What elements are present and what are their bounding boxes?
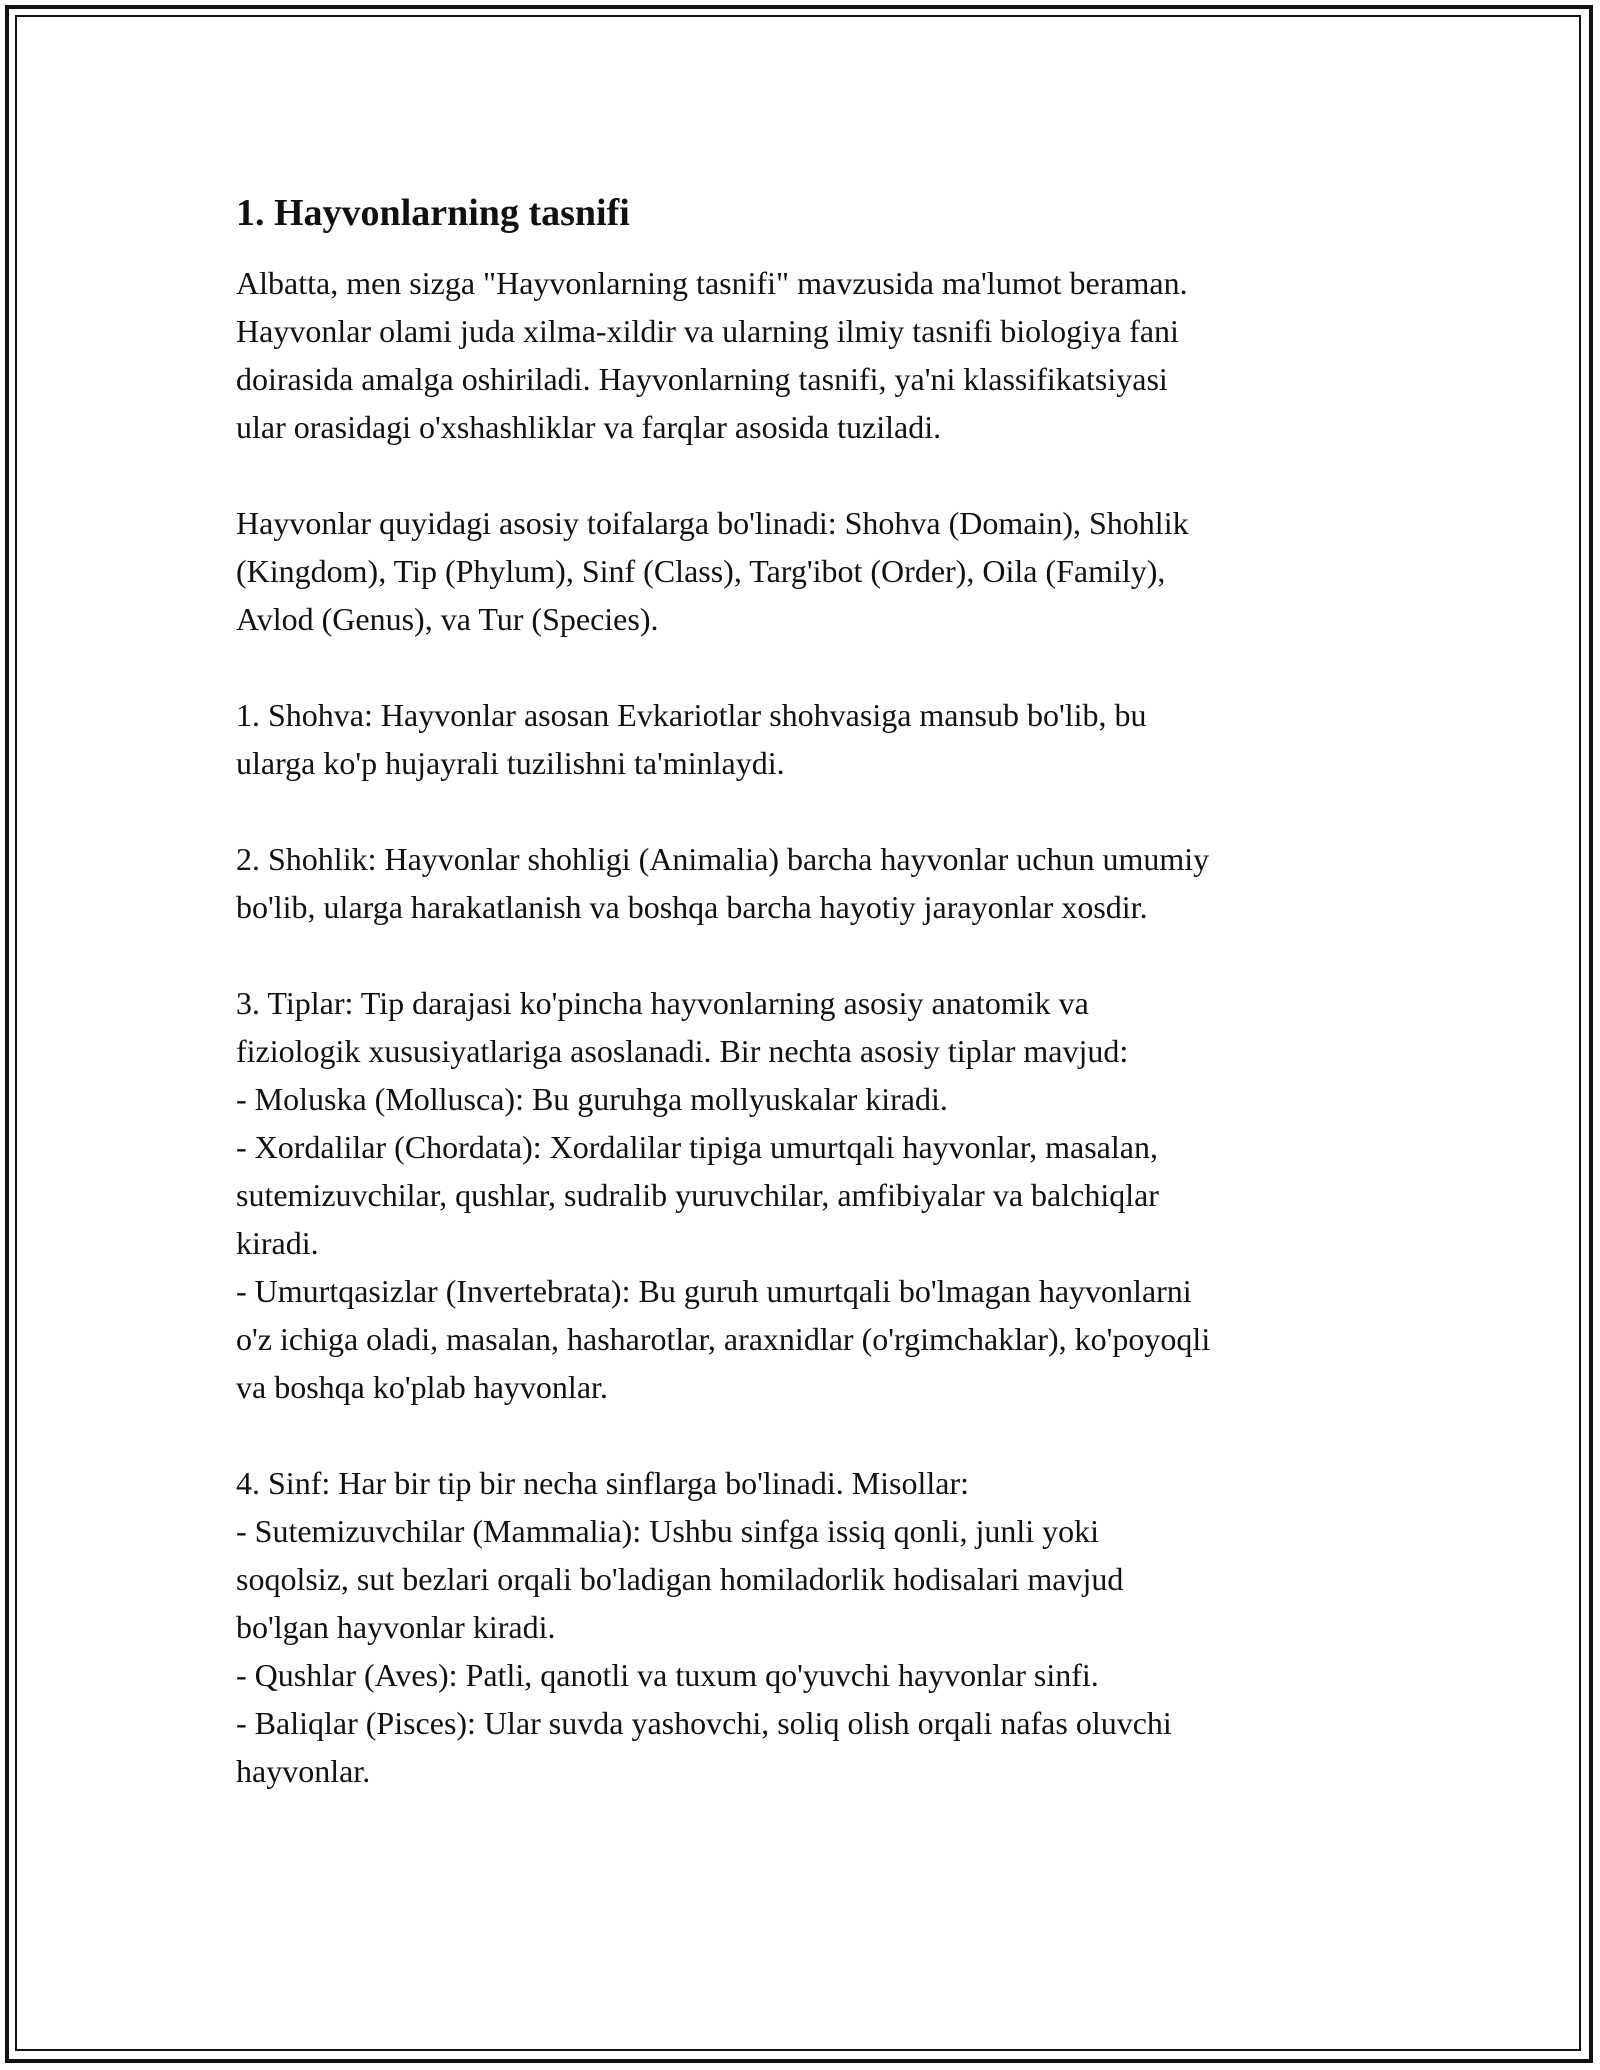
paragraph-spacer [236,451,1376,499]
kingdom-paragraph: 2. Shohlik: Hayvonlar shohligi (Animalia) barcha hayvonlar uchun umumiy bo'lib, ularga harakatlanish va boshqa barcha hayotiy jarayonlar xosdir. [236,841,1210,925]
domain-paragraph: 1. Shohva: Hayvonlar asosan Evkariotlar shohvasiga mansub bo'lib, bu ularga ko'p hujayrali tuzilishni ta'minlaydi. [236,697,1147,781]
paragraph-spacer [236,931,1376,979]
intro-paragraph: Albatta, men sizga "Hayvonlarning tasnifi" mavzusida ma'lumot beraman. Hayvonlar olami juda xilma-xildir va ularning ilmiy tasnifi biologiya fani doirasida amalga oshiriladi. Hayvonlarning tasnifi, ya'ni klassifikatsiyasi ular orasidagi o'xshashliklar va farqlar asosida tuziladi. [236,265,1188,445]
class-paragraph: 4. Sinf: Har bir tip bir necha sinflarga bo'linadi. Misollar: - Sutemizuvchilar (Mammalia): Ushbu sinfga issiq qonli, junli yoki soqolsiz, sut bezlari orqali bo'ladigan homiladorlik hodisalari mavjud bo'lgan hayvonlar kiradi. - Qushlar (Aves): Patli, qanotli va tuxum qo'yuvchi hayvonlar sinfi. - Baliqlar (Pisces): Ular suvda yashovchi, soliq olish orqali nafas oluvchi hayvonlar. [236,1465,1172,1789]
page-title: 1. Hayvonlarning tasnifi [236,192,630,234]
paragraph-spacer [236,787,1376,835]
document-body [236,185,1376,1795]
paragraph-spacer [236,1411,1376,1459]
paragraph-spacer [236,643,1376,691]
categories-paragraph: Hayvonlar quyidagi asosiy toifalarga bo'linadi: Shohva (Domain), Shohlik (Kingdom), Tip (Phylum), Sinf (Class), Targ'ibot (Order), Oila (Family), Avlod (Genus), va Tur (Species). [236,505,1189,637]
phylum-paragraph: 3. Tiplar: Tip darajasi ko'pincha hayvonlarning asosiy anatomik va fiziologik xususiyatlariga asoslanadi. Bir nechta asosiy tiplar mavjud: - Moluska (Mollusca): Bu guruhga mollyuskalar kiradi. - Xordalilar (Chordata): Xordalilar tipiga umurtqali hayvonlar, masalan, sutemizuvchilar, qushlar, sudralib yuruvchilar, amfibiyalar va balchiqlar kiradi. - Umurtqasizlar (Invertebrata): Bu guruh umurtqali bo'lmagan hayvonlarni o'z ichiga oladi, masalan, hasharotlar, araxnidlar (o'rgimchaklar), ko'poyoqli va boshqa ko'plab hayvonlar. [236,985,1211,1405]
